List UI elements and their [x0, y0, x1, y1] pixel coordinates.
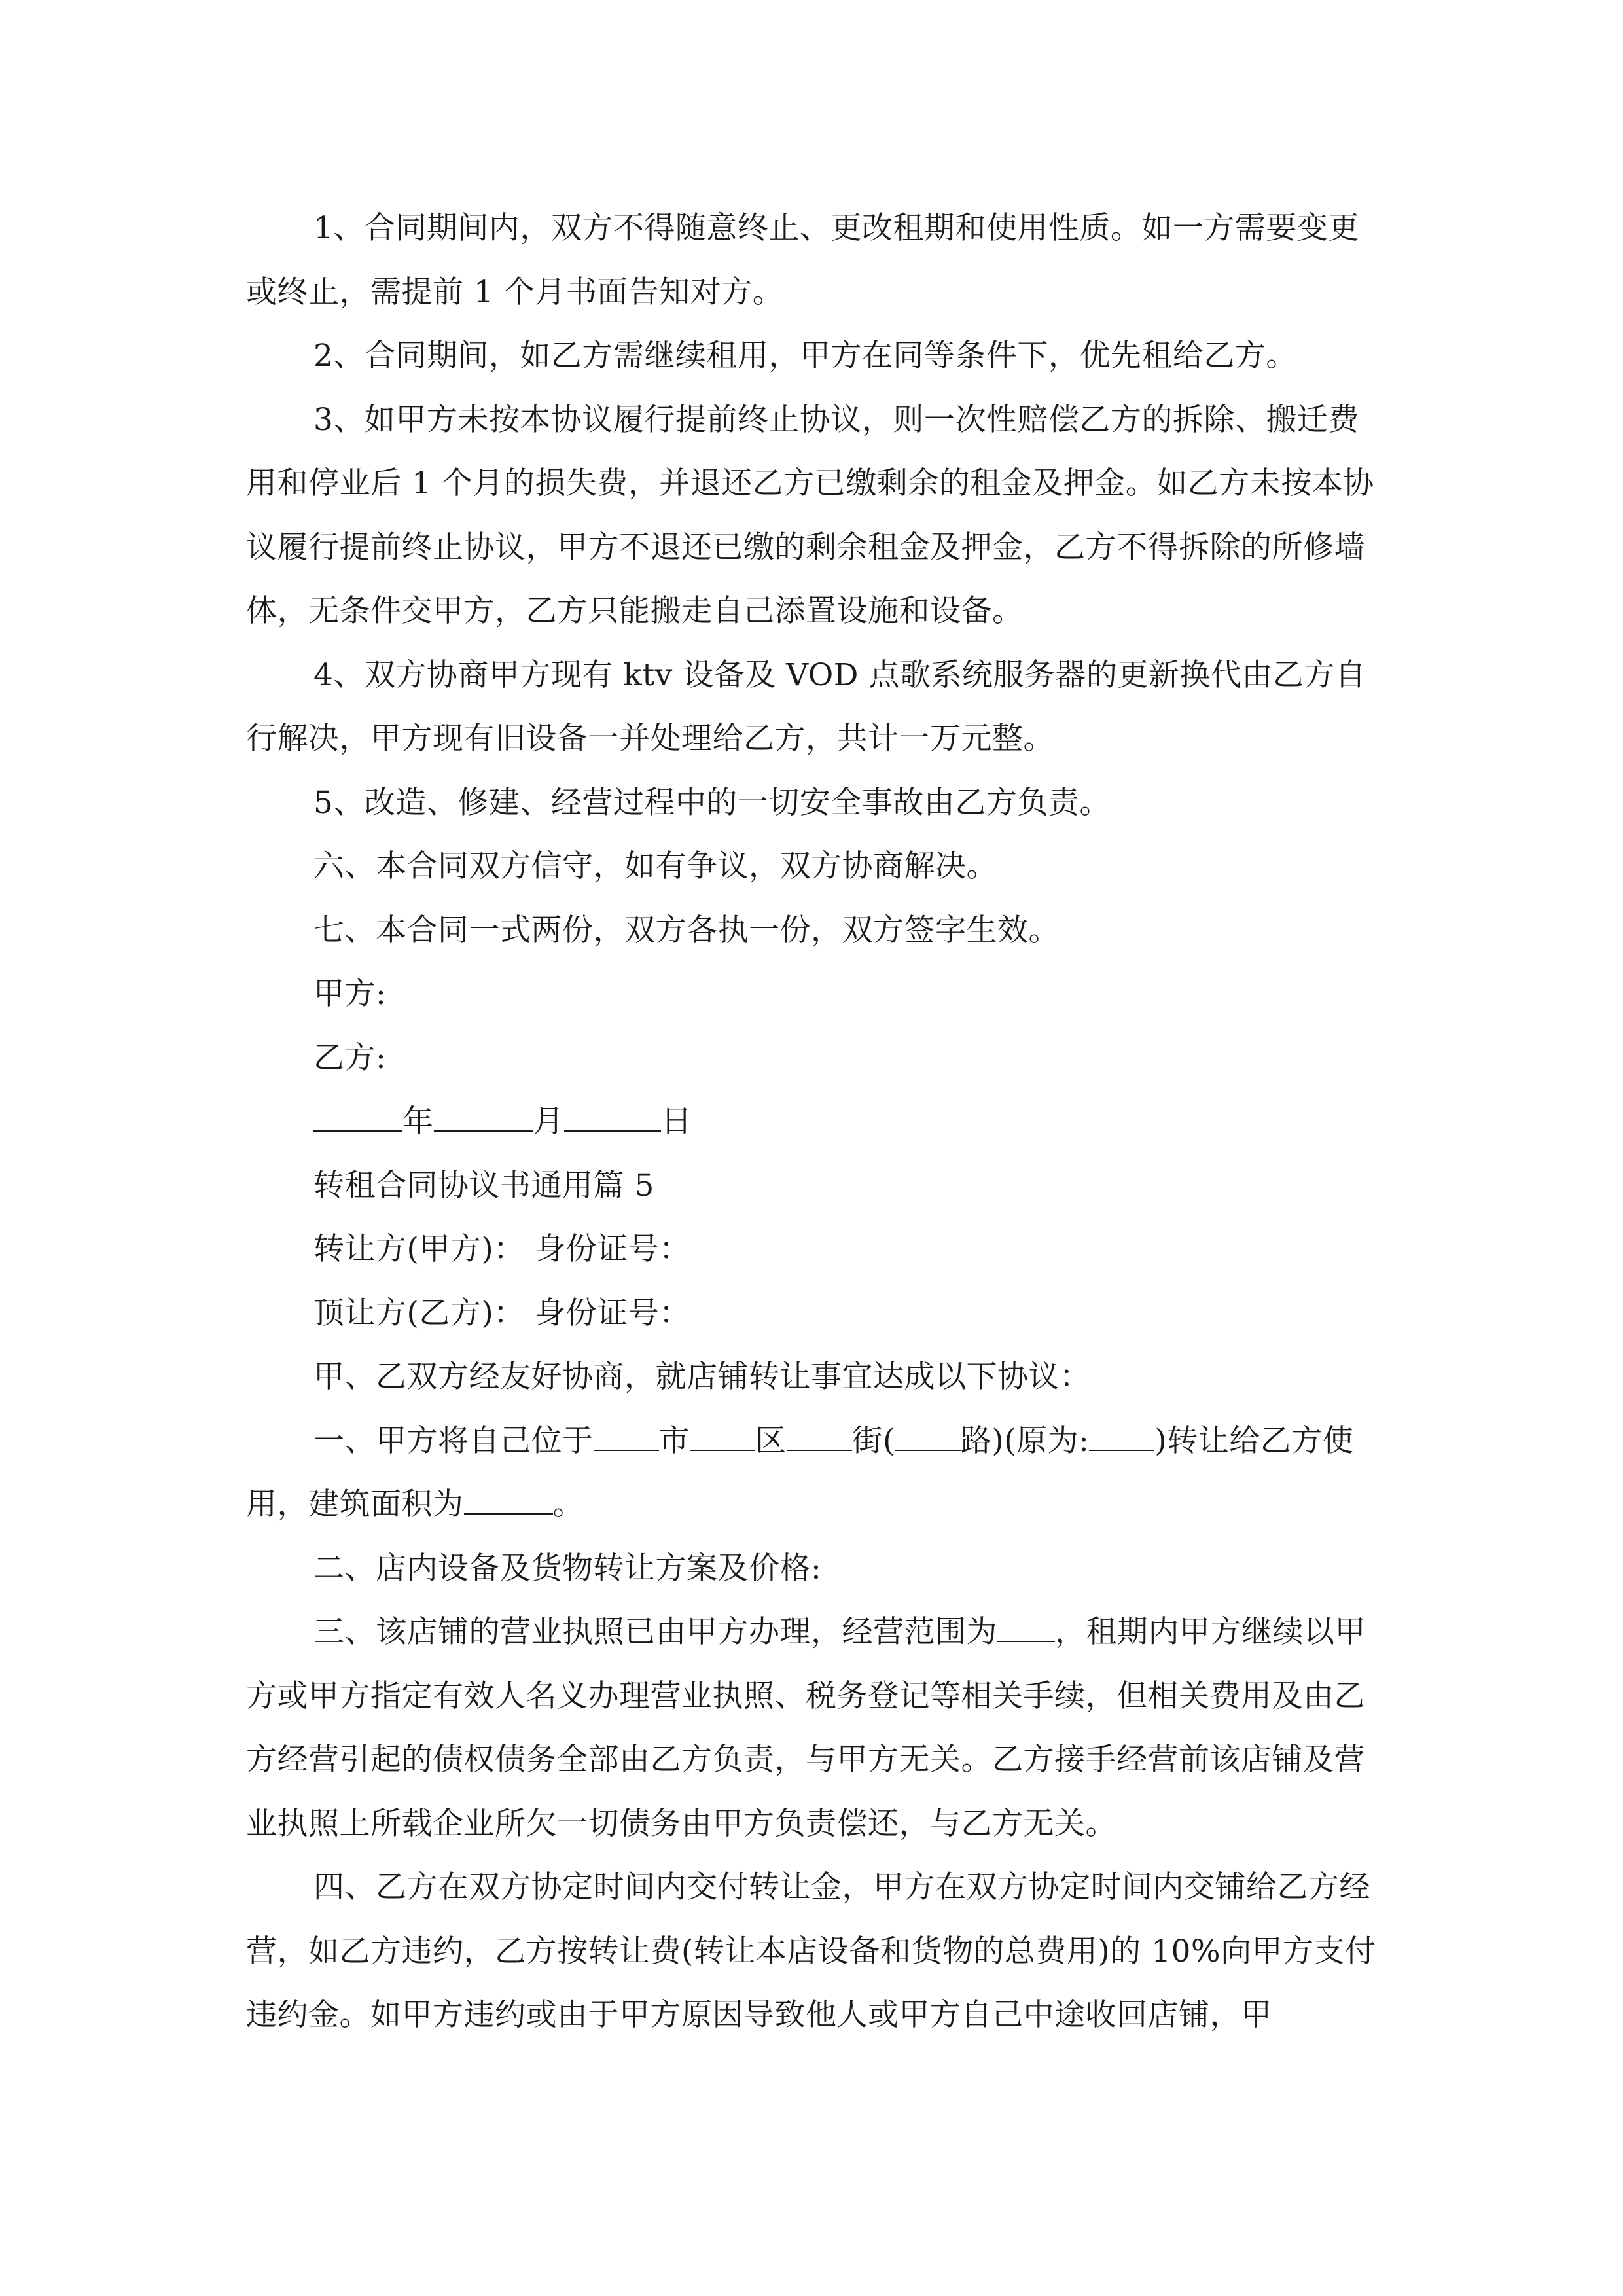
area-blank — [464, 1482, 553, 1515]
district-blank — [690, 1419, 755, 1451]
clause-3-text-b: ，租期内甲方继续以甲方或甲方指定有效人名义办理营业执照、税务登记等相关手续，但相关费用及由乙方经营引起的债权债务全部由乙方负责，与甲方无关。乙方接手经营前该店铺及营业执照上所载企业所欠一切债务由甲方负责偿还，与乙方无关。 — [246, 1614, 1366, 1842]
clause-six: 六、本合同双方信守，如有争议，双方协商解决。 — [313, 848, 997, 884]
date-line — [246, 1090, 1378, 1154]
business-scope-blank — [997, 1610, 1055, 1642]
party-a-signature-line: 甲方: — [313, 976, 387, 1012]
month-label: 月 — [533, 1103, 564, 1139]
city-blank — [594, 1419, 659, 1451]
street-label: 街( — [851, 1422, 895, 1459]
transfer-clause-4: 四、乙方在双方协定时间内交付转让金，甲方在双方协定时间内交铺给乙方经营，如乙方违约，乙方按转让费(转让本店设备和货物的总费用)的 10%向甲方支付违约金。如甲方违约或由于甲方原因导致他人或甲方自己中途收回店铺，甲 — [246, 1869, 1376, 2033]
clause-1-text-b: )转让给乙方使用，建筑面积为 — [246, 1422, 1354, 1522]
agreement-intro: 甲、乙双方经友好协商，就店铺转让事宜达成以下协议： — [313, 1359, 1091, 1395]
month-blank — [434, 1100, 533, 1132]
road-blank — [895, 1419, 961, 1451]
clause-1-end: 。 — [552, 1486, 584, 1522]
transfer-clause-1 — [246, 1409, 1378, 1537]
day-blank — [564, 1100, 661, 1132]
clause-seven: 七、本合同一式两份，双方各执一份，双方签字生效。 — [313, 912, 1060, 948]
street-blank — [787, 1419, 852, 1451]
transferor-line: 转让方(甲方)： 身份证号： — [313, 1231, 690, 1267]
transfer-clause-3 — [246, 1600, 1378, 1856]
clause-2: 2、合同期间，如乙方需继续租用，甲方在同等条件下，优先租给乙方。 — [313, 338, 1297, 374]
clause-1: 1、合同期间内，双方不得随意终止、更改租期和使用性质。如一方需要变更或终止，需提前 1 个月书面告知对方。 — [246, 210, 1359, 310]
clause-4: 4、双方协商甲方现有 ktv 设备及 VOD 点歌系统服务器的更新换代由乙方自行解决，甲方现有旧设备一并处理给乙方，共计一万元整。 — [246, 656, 1366, 757]
transferee-line: 顶让方(乙方)： 身份证号： — [313, 1295, 690, 1331]
clause-3-text-a: 三、该店铺的营业执照已由甲方办理，经营范围为 — [313, 1614, 997, 1650]
year-blank — [313, 1100, 402, 1132]
road-label: 路)(原为: — [960, 1422, 1090, 1459]
day-label: 日 — [661, 1103, 692, 1139]
party-b-signature-line: 乙方: — [313, 1039, 387, 1076]
document-body — [246, 196, 1378, 2047]
clause-5: 5、改造、修建、经营过程中的一切安全事故由乙方负责。 — [313, 784, 1111, 821]
section-title: 转租合同协议书通用篇 5 — [313, 1167, 654, 1204]
district-label: 区 — [755, 1422, 787, 1459]
original-name-blank — [1089, 1419, 1154, 1451]
city-label: 市 — [658, 1422, 690, 1459]
clause-1-text-a: 一、甲方将自己位于 — [313, 1422, 594, 1459]
clause-3: 3、如甲方未按本协议履行提前终止协议，则一次性赔偿乙方的拆除、搬迁费用和停业后 1 个月的损失费，并退还乙方已缴剩余的租金及押金。如乙方未按本协议履行提前终止协议，甲方不退还已缴的剩余租金及押金，乙方不得拆除的所修墙体，无条件交甲方，乙方只能搬走自己添置设施和设备。 — [246, 401, 1374, 629]
transfer-clause-2: 二、店内设备及货物转让方案及价格: — [313, 1550, 822, 1587]
year-label: 年 — [402, 1103, 434, 1139]
